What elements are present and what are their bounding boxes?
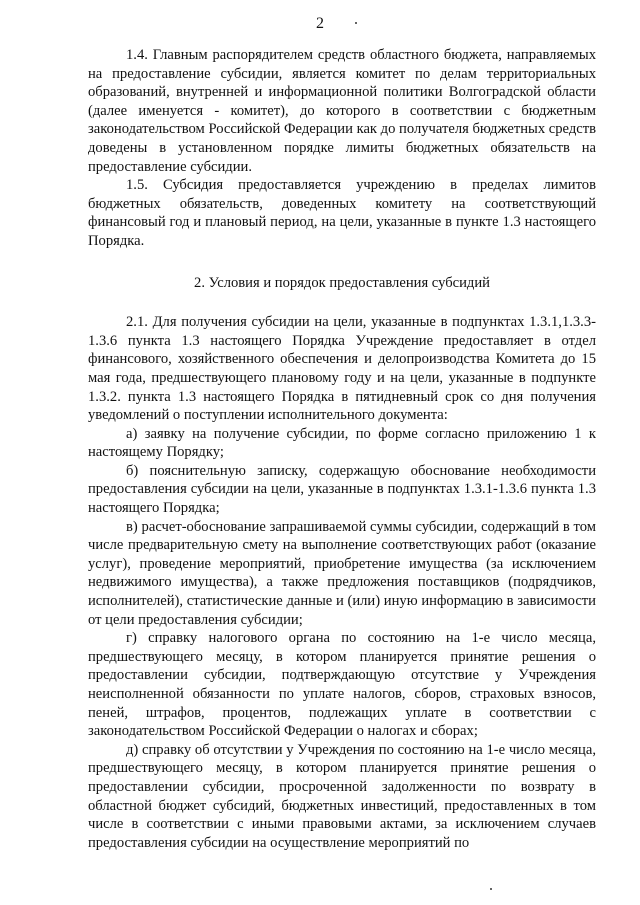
page-number: 2 [316, 15, 324, 32]
section-heading: 2. Условия и порядок предоставления субсидий [194, 274, 490, 291]
list-item-v: в) расчет-обоснование запрашиваемой суммы субсидии, содержащий в том числе предварительную смету на выполнение соответствующих работ (оказание услуг), проведение мероприятий, приобретение имущества (за исключением недвижимого имущества), а также предложения поставщиков (подрядчиков, исполнителей), статистические данные и (или) иную информацию в зависимости от цели предоставления субсидии; [88, 518, 596, 628]
paragraph-2-1: 2.1. Для получения субсидии на цели, указанные в подпунктах 1.3.1,1.3.3-1.3.6 пункта 1.3 настоящего Порядка Учреждение предоставляет в отдел финансового, хозяйственного обеспечения и делопроизводства Комитета до 15 мая года, предшествующего плановому году и на цели, указанные в подпункте 1.3.2. пункта 1.3 настоящего Порядка в пятидневный срок со дня получения уведомлений о поступлении исполнительного документа: [88, 314, 596, 424]
scan-speck [490, 888, 492, 890]
list-item-g: г) справку налогового органа по состоянию на 1-е число месяца, предшествующего месяцу, в котором планируется принятие решения о предоставлении субсидии, подтверждающую отсутствие у Учреждения неисполненной обязанности по уплате налогов, сборов, страховых взносов, пеней, штрафов, процентов, подлежащих уплате в соответствии с законодательством Российской Федерации о налогах и сборах; [88, 630, 596, 740]
paragraph-1-4: 1.4. Главным распорядителем средств областного бюджета, направляемых на предоставление субсидии, является комитет по делам территориальных образований, внутренней и информационной политики Волгоградской области (далее именуется - комитет), до которого в соответствии с бюджетным законодательством Российской Федерации как до получателя бюджетных средств доведены в установленном порядке лимиты бюджетных обязательств на предоставление субсидии. [88, 47, 597, 175]
list-item-a: а) заявку на получение субсидии, по форме согласно приложению 1 к настоящему Порядку; [88, 425, 596, 461]
paragraph-1-5: 1.5. Субсидия предоставляется учреждению в пределах лимитов бюджетных обязательств, доведенных комитету на соответствующий финансовый год и плановый период, на цели, указанные в пункте 1.3 настоящего Порядка. [88, 177, 596, 249]
scan-speck [355, 22, 357, 24]
list-item-b: б) пояснительную записку, содержащую обоснование необходимости предоставления субсидии на цели, указанные в подпунктах 1.3.1-1.3.6 пункта 1.3 настоящего Порядка; [88, 462, 596, 517]
document-body [88, 46, 596, 852]
list-item-d: д) справку об отсутствии у Учреждения по состоянию на 1-е число месяца, предшествующего месяцу, в котором планируется принятие решения о предоставлении субсидии, просроченной задолженности по возврату в областной бюджет субсидий, бюджетных инвестиций, предоставленных в том числе в соответствии с иными правовыми актами, за исключением случаев предоставления субсидии на осуществление мероприятий по [88, 741, 596, 851]
